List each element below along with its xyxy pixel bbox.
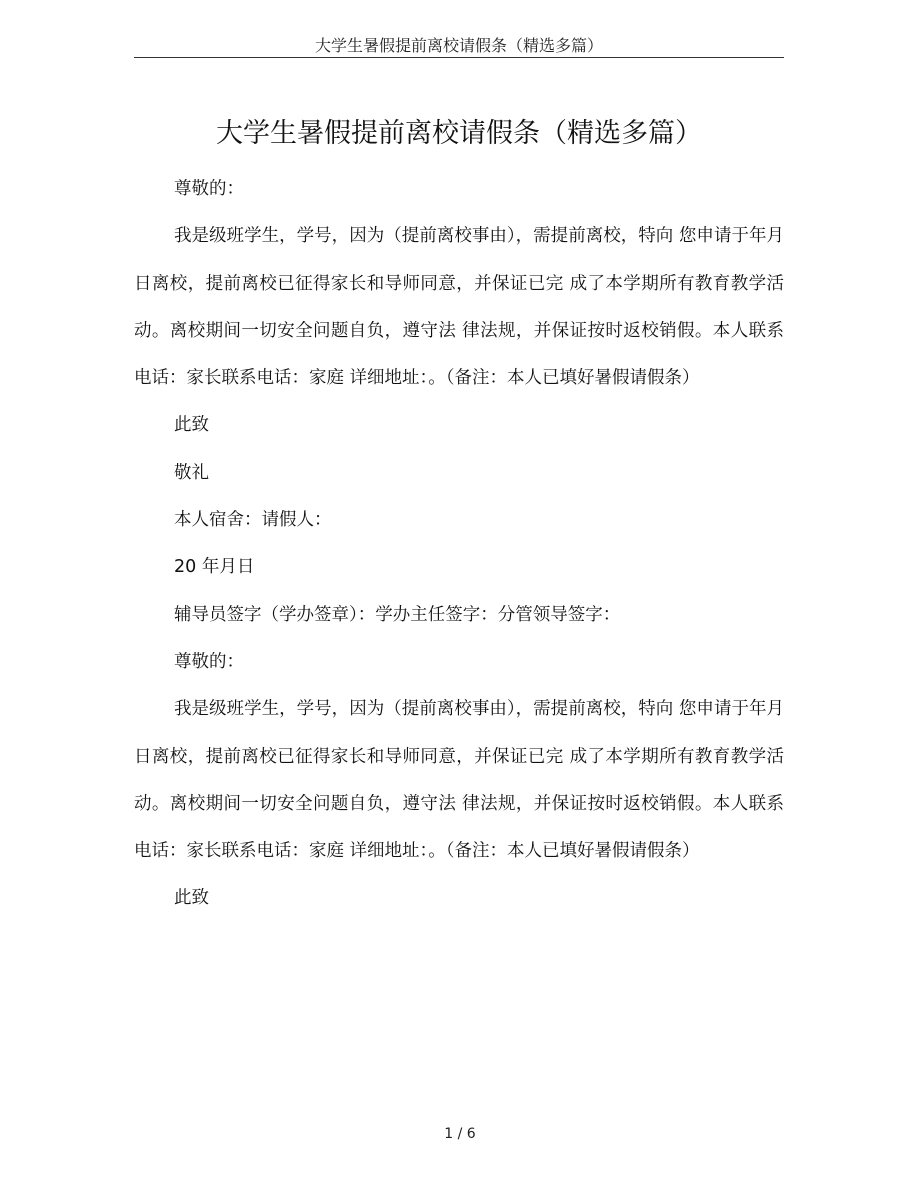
- salutation: 尊敬的：: [174, 651, 244, 672]
- closing-line: 敬礼: [174, 462, 209, 483]
- salutation: 尊敬的：: [174, 179, 244, 199]
- document-title: 大学生暑假提前离校请假条（精选多篇）: [216, 118, 702, 149]
- letter-body: 我是级班学生，学号，因为（提前离校事由），需提前离校，特向 您申请于年月日离校，提前离校已征得家长和导师同意，并保证已完 成了本学期所有教育教学活动。离校期间一切安全问题自负，遵守法 律法规，并保证按时返校销假。本人联系电话：家长联系电话：家庭 详细地址：。（备注：本人已填好暑假请假条）: [134, 226, 784, 389]
- page-number: 1 / 6: [444, 1126, 476, 1142]
- letter-body: 我是级班学生，学号，因为（提前离校事由），需提前离校，特向 您申请于年月日离校，提前离校已征得家长和导师同意，并保证已完 成了本学期所有教育教学活动。离校期间一切安全问题自负，遵守法 律法规，并保证按时返校销假。本人联系电话：家长联系电话：家庭 详细地址：。（备注：本人已填好暑假请假条）: [134, 699, 784, 862]
- closing-line: 此致: [174, 415, 209, 436]
- dormitory-line: 本人宿舍：请假人：: [174, 510, 332, 531]
- closing-line: 此致: [174, 888, 209, 909]
- signature-line: 辅导员签字（学办签章）：学办主任签字：分管领导签字：: [174, 604, 621, 625]
- date-line: 20 年月日: [174, 557, 255, 578]
- running-header: 大学生暑假提前离校请假条（精选多篇）: [134, 36, 784, 58]
- document-body: [134, 166, 784, 923]
